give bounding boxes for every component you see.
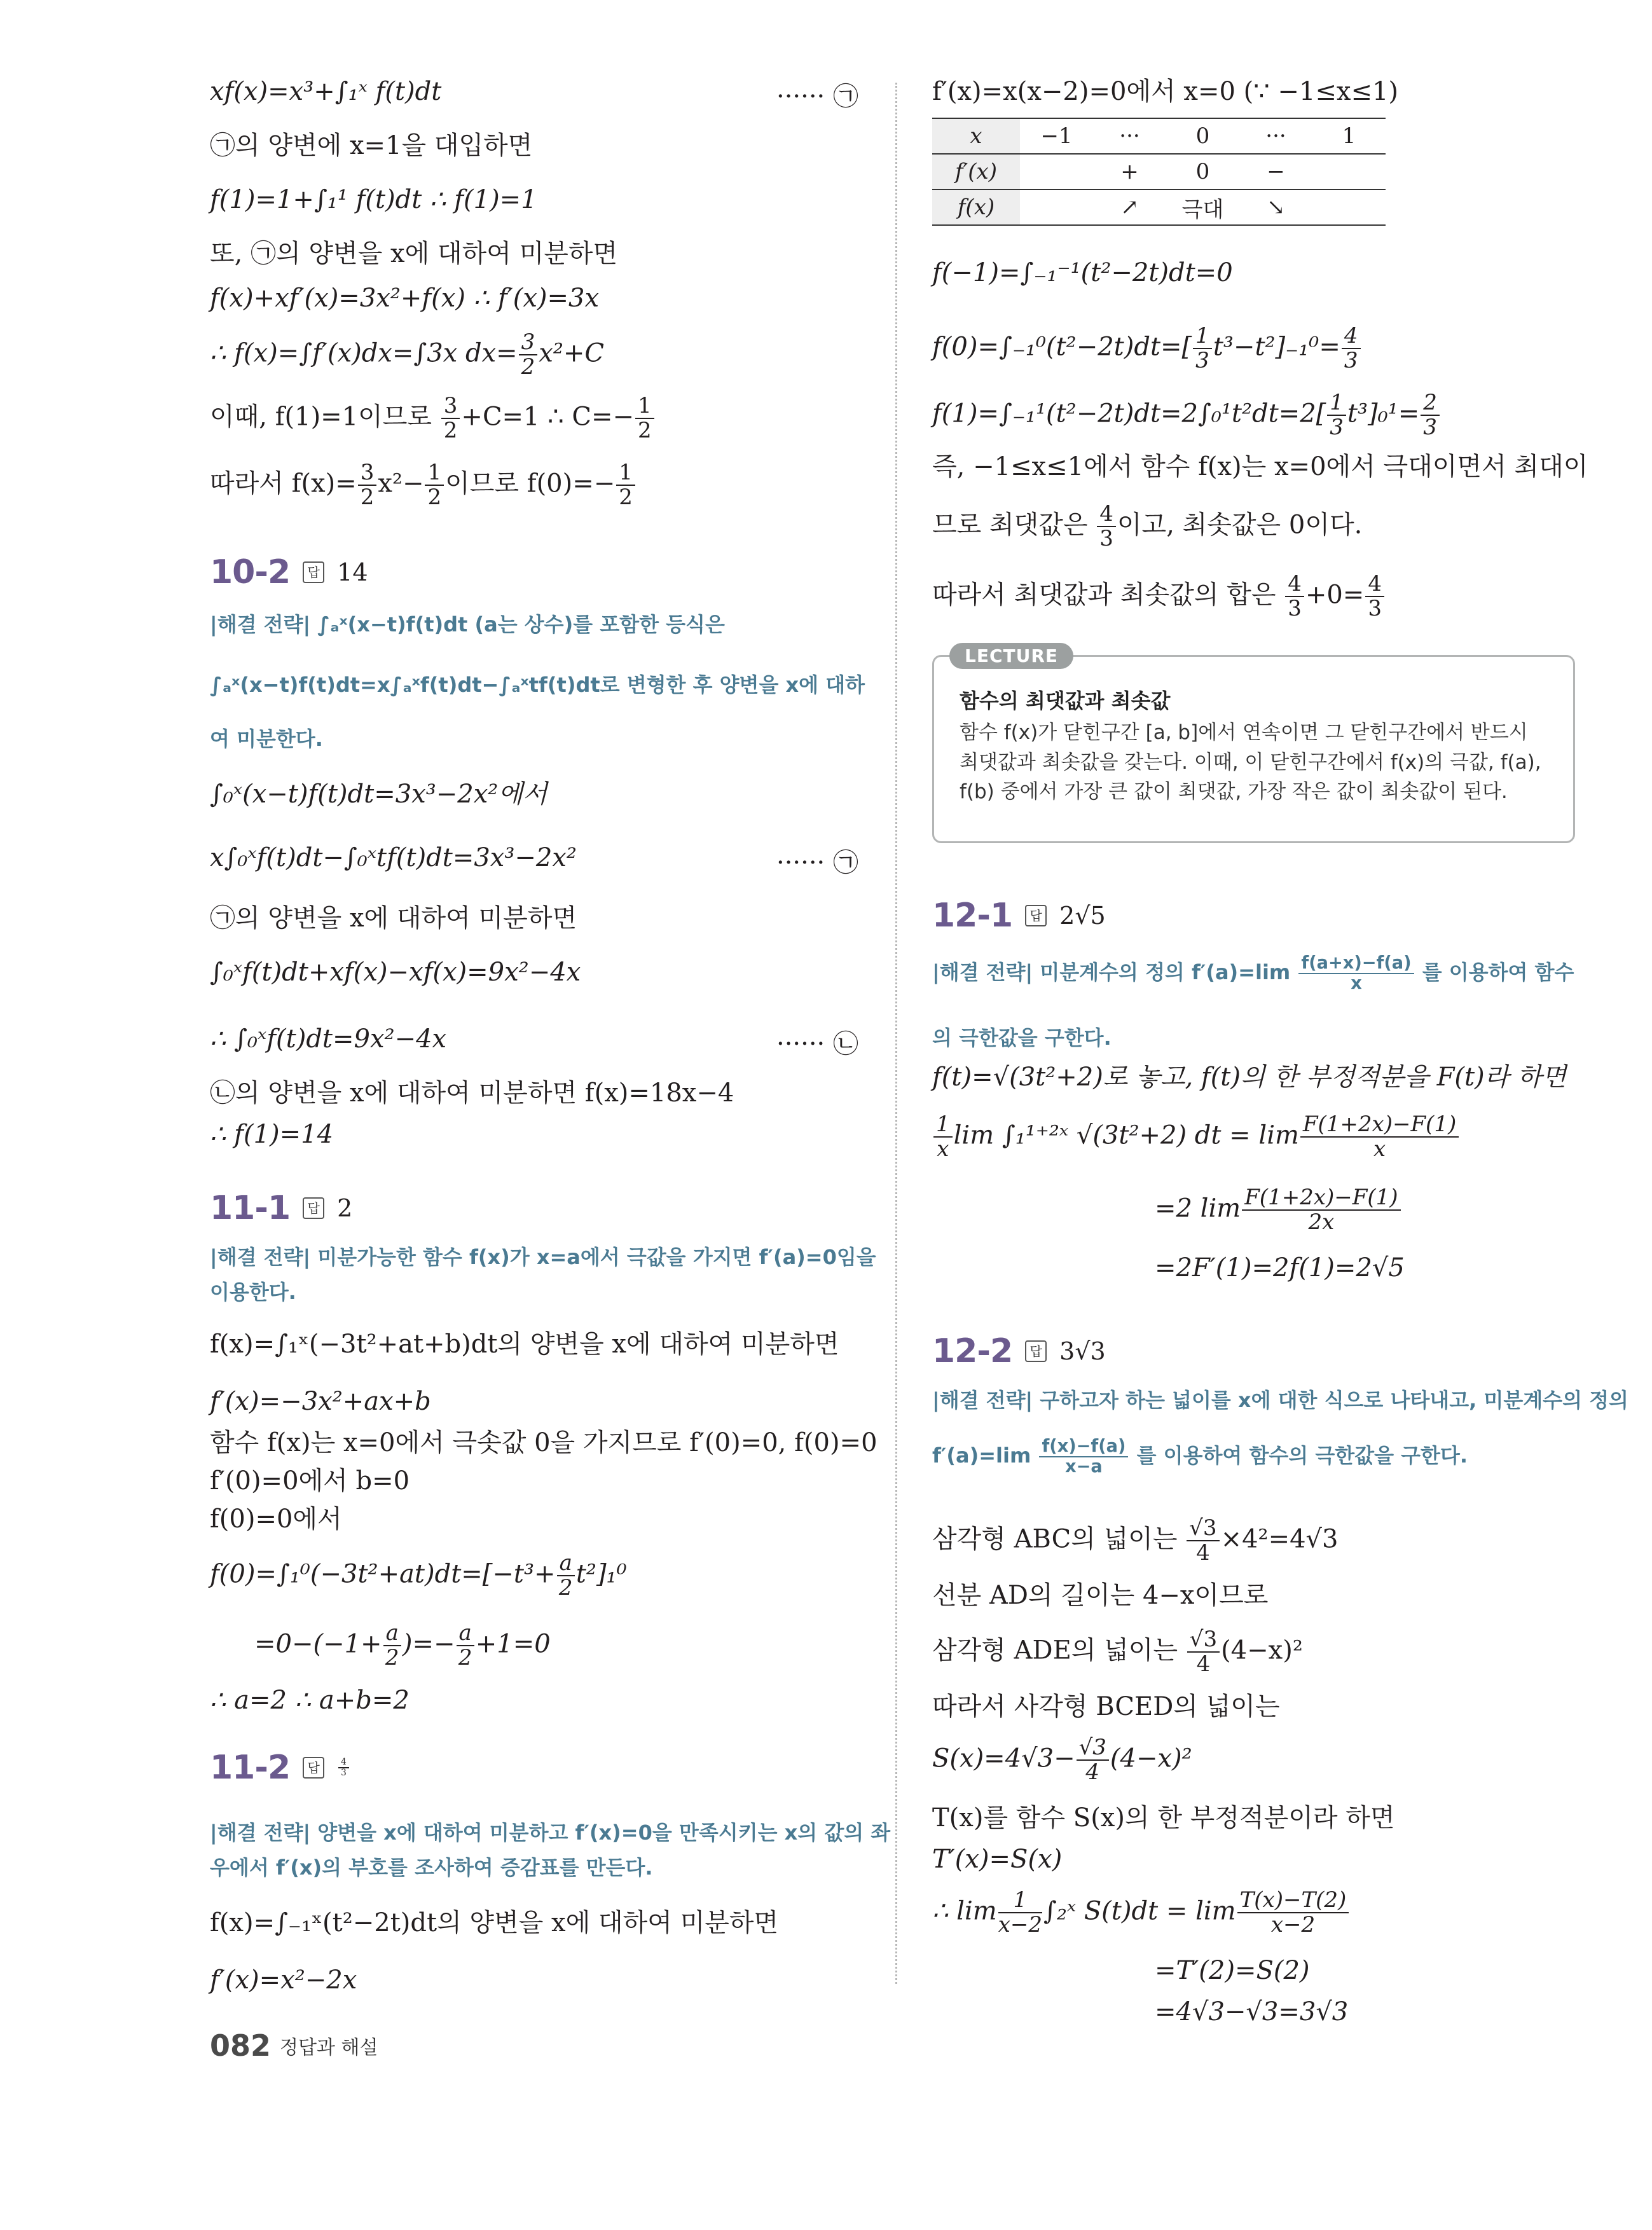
table-cell: f′(x) bbox=[932, 154, 1020, 189]
table-cell: 극대 bbox=[1166, 189, 1239, 225]
eq-line: xf(x)=x³+∫₁ˣ f(t)dt bbox=[210, 77, 442, 106]
table-cell: − bbox=[1239, 154, 1312, 189]
eq-line: ∴ a=2 ∴ a+b=2 bbox=[210, 1686, 410, 1715]
eq-line: f(−1)=∫₋₁⁻¹(t²−2t)dt=0 bbox=[932, 258, 1233, 287]
text-line: 즉, −1≤x≤1에서 함수 f(x)는 x=0에서 극대이면서 최대이 bbox=[932, 452, 1588, 481]
text-line: 따라서 f(x)= $\frac{3}{2}$ x²− $\frac{1}{2}$ 이므로 f(0)=− $\frac{1}{2}$ bbox=[210, 461, 637, 510]
section-number: 10-2 bbox=[210, 553, 291, 591]
text-line: f(0)=0에서 bbox=[210, 1504, 342, 1534]
strategy-line: 여 미분한다. bbox=[210, 727, 323, 751]
eq-line: f′(x)=x(x−2)=0에서 x=0 (∵ −1≤x≤1) bbox=[932, 77, 1399, 106]
strategy-line: |해결 전략| 양변을 x에 대하여 미분하고 f′(x)=0을 만족시키는 x의 값의 좌 bbox=[210, 1820, 891, 1845]
answer-icon: 답 bbox=[303, 1757, 324, 1779]
section-11-2-header bbox=[210, 1749, 350, 1787]
table-cell: 1 bbox=[1312, 118, 1386, 154]
section-number: 11-1 bbox=[210, 1189, 291, 1227]
lecture-title: 함수의 최댓값과 최솟값 bbox=[960, 689, 1171, 713]
text-line: 삼각형 ABC의 넓이는 $\frac{√3}{4}$ ×4²=4√3 bbox=[932, 1515, 1339, 1566]
marker-2: ······ ㉡ bbox=[776, 1029, 858, 1059]
table-cell bbox=[1312, 189, 1386, 225]
text-line: f(x)=∫₁ˣ(−3t²+at+b)dt의 양변을 x에 대하여 미분하면 bbox=[210, 1330, 839, 1359]
answer-icon: 답 bbox=[1025, 1340, 1047, 1362]
answer-value: 14 bbox=[337, 558, 368, 586]
text-line: ㉠의 양변을 x에 대하여 미분하면 bbox=[210, 904, 577, 933]
table-row bbox=[932, 118, 1386, 154]
table-cell: ··· bbox=[1093, 118, 1166, 154]
table-cell: ↗ bbox=[1093, 189, 1166, 225]
strategy-line: 의 극한값을 구한다. bbox=[932, 1026, 1112, 1050]
marker-1: ······ ㉠ bbox=[776, 82, 858, 111]
eq-line: f(1)=1+∫₁¹ f(t)dt ∴ f(1)=1 bbox=[210, 185, 537, 214]
text-line: 함수 f(x)는 x=0에서 극솟값 0을 가지므로 f′(0)=0, f(0)=0 bbox=[210, 1428, 878, 1457]
text-line: ㉡의 양변을 x에 대하여 미분하면 f(x)=18x−4 bbox=[210, 1078, 734, 1108]
eq-line: ∫₀ˣf(t)dt+xf(x)−xf(x)=9x²−4x bbox=[210, 958, 581, 987]
text-line: f′(0)=0에서 b=0 bbox=[210, 1466, 410, 1496]
section-number: 12-2 bbox=[932, 1332, 1013, 1370]
answer-icon: 답 bbox=[303, 561, 324, 583]
eq-line: =T′(2)=S(2) bbox=[1155, 1956, 1310, 1985]
eq-line: ∴ f(1)=14 bbox=[210, 1120, 334, 1149]
table-cell: 0 bbox=[1166, 118, 1239, 154]
strategy-line: ∫ₐˣ(x−t)f(t)dt=x∫ₐˣf(t)dt−∫ₐˣtf(t)dt로 변형한 후 양변을 x에 대하 bbox=[210, 673, 865, 697]
table-cell bbox=[1020, 154, 1093, 189]
footer-label: 정답과 해설 bbox=[280, 2037, 378, 2059]
answer-icon: 답 bbox=[303, 1197, 324, 1219]
table-cell: + bbox=[1093, 154, 1166, 189]
eq-line: =0−(−1+ $\frac{a}{2}$ )=− $\frac{a}{2}$ +1=0 bbox=[254, 1620, 551, 1671]
table-cell: x bbox=[932, 118, 1020, 154]
eq-line: T′(x)=S(x) bbox=[932, 1845, 1063, 1874]
column-divider bbox=[895, 83, 897, 1984]
text-line: 따라서 최댓값과 최솟값의 합은 $\frac{4}{3}$ +0= $\frac{4}{3}$ bbox=[932, 572, 1386, 621]
eq-line: =2F′(1)=2f(1)=2√5 bbox=[1155, 1253, 1405, 1283]
strategy-line: |해결 전략| 미분가능한 함수 f(x)가 x=a에서 극값을 가지면 f′(a)=0임을 bbox=[210, 1245, 876, 1269]
strategy-line: |해결 전략| ∫ₐˣ(x−t)f(t)dt (a는 상수)를 포함한 등식은 bbox=[210, 612, 725, 637]
eq-line: f(0)=∫₁⁰(−3t²+at)dt=[−t³+ $\frac{a}{2}$ t²]₁⁰ bbox=[210, 1550, 627, 1601]
section-number: 11-2 bbox=[210, 1749, 291, 1787]
eq-line: ∴ lim $\frac{1}{x-2}$ ∫₂ˣ S(t)dt = lim $\frac{T(x)-T(2)}{x-2}$ bbox=[932, 1889, 1350, 1937]
strategy-line: |해결 전략| 미분계수의 정의 f′(a)=lim $\frac{f(a+x)-f(a)}{x}$ 를 이용하여 함수 bbox=[932, 953, 1574, 993]
text-line: T(x)를 함수 S(x)의 한 부정적분이라 하면 bbox=[932, 1803, 1395, 1833]
table-cell bbox=[1020, 189, 1093, 225]
text-line: 삼각형 ADE의 넓이는 $\frac{√3}{4}$ (4−x)² bbox=[932, 1627, 1303, 1677]
eq-line: f′(x)=−3x²+ax+b bbox=[210, 1387, 431, 1416]
table-cell: ↘ bbox=[1239, 189, 1312, 225]
eq-line: $\frac{1}{x}$ lim ∫₁¹⁺²ˣ √(3t²+2) dt = lim $\frac{F(1+2x)-F(1)}{x}$ bbox=[932, 1113, 1460, 1162]
eq-line: f′(x)=x²−2x bbox=[210, 1965, 357, 1995]
section-10-2-header bbox=[210, 553, 368, 591]
strategy-line: 이용한다. bbox=[210, 1280, 296, 1304]
lecture-box bbox=[932, 645, 1575, 843]
section-12-1-header bbox=[932, 897, 1106, 935]
section-12-2-header bbox=[932, 1332, 1106, 1370]
eq-line: f(t)=√(3t²+2)로 놓고, f(t)의 한 부정적분을 F(t)라 하면 bbox=[932, 1063, 1567, 1092]
eq-line: f(0)=∫₋₁⁰(t²−2t)dt=[ $\frac{1}{3}$ t³−t²]₋₁⁰= $\frac{4}{3}$ bbox=[932, 324, 1362, 373]
eq-line: x∫₀ˣf(t)dt−∫₀ˣtf(t)dt=3x³−2x² bbox=[210, 843, 577, 872]
answer-value: 3√3 bbox=[1059, 1337, 1106, 1365]
marker-1: ······ ㉠ bbox=[776, 848, 858, 878]
eq-line: =2 lim $\frac{F(1+2x)-F(1)}{2x}$ bbox=[1155, 1186, 1402, 1235]
section-number: 12-1 bbox=[932, 897, 1013, 935]
eq-line: f(x)+xf′(x)=3x²+f(x) ∴ f′(x)=3x bbox=[210, 284, 600, 313]
eq-line: ∴ ∫₀ˣf(t)dt=9x²−4x bbox=[210, 1024, 447, 1054]
table-row bbox=[932, 189, 1386, 225]
eq-line: S(x)=4√3− $\frac{√3}{4}$ (4−x)² bbox=[932, 1735, 1192, 1786]
page-number: 082 bbox=[210, 2028, 272, 2063]
text-line: 선분 AD의 길이는 4−x이므로 bbox=[932, 1581, 1269, 1610]
answer-value: 2√5 bbox=[1059, 902, 1106, 930]
strategy-line: |해결 전략| 구하고자 하는 넓이를 x에 대한 식으로 나타내고, 미분계수의 정의 bbox=[932, 1388, 1628, 1412]
table-cell: 0 bbox=[1166, 154, 1239, 189]
strategy-line: f′(a)=lim $\frac{f(x)-f(a)}{x-a}$ 를 이용하여 함수의 극한값을 구한다. bbox=[932, 1436, 1468, 1476]
text-line: 또, ㉠의 양변을 x에 대하여 미분하면 bbox=[210, 239, 618, 268]
table-cell: f(x) bbox=[932, 189, 1020, 225]
answer-value: 2 bbox=[337, 1194, 353, 1222]
text-line: f(x)=∫₋₁ˣ(t²−2t)dt의 양변을 x에 대하여 미분하면 bbox=[210, 1908, 779, 1937]
table-cell: ··· bbox=[1239, 118, 1312, 154]
lecture-body: 함수 f(x)가 닫힌구간 [a, b]에서 연속이면 그 닫힌구간에서 반드시 최댓값과 최솟값을 갖는다. 이때, 이 닫힌구간에서 f(x)의 극값, f(a), f(b) 중에서 가장 큰 값이 최댓값, 가장 작은 값이 최솟값이 된다. bbox=[960, 721, 1541, 803]
text-line: ㉠의 양변에 x=1을 대입하면 bbox=[210, 131, 533, 160]
table-cell bbox=[1312, 154, 1386, 189]
eq-line: f(1)=∫₋₁¹(t²−2t)dt=2∫₀¹t²dt=2[ $\frac{1}{3}$ t³]₀¹= $\frac{2}{3}$ bbox=[932, 391, 1441, 440]
increase-decrease-table bbox=[932, 118, 1386, 226]
strategy-line: 우에서 f′(x)의 부호를 조사하여 증감표를 만든다. bbox=[210, 1855, 653, 1880]
eq-line: ∫₀ˣ(x−t)f(t)dt=3x³−2x²에서 bbox=[210, 780, 547, 809]
table-row bbox=[932, 154, 1386, 189]
page-footer bbox=[210, 2028, 378, 2063]
answer-value: $\frac{4}{3}$ bbox=[338, 1758, 349, 1778]
lecture-tag: LECTURE bbox=[949, 643, 1073, 669]
eq-line: ∴ f(x)=∫f′(x)dx=∫3x dx= $\frac{3}{2}$ x²+C bbox=[210, 329, 605, 380]
table-cell: −1 bbox=[1020, 118, 1093, 154]
text-line: 므로 최댓값은 $\frac{4}{3}$ 이고, 최솟값은 0이다. bbox=[932, 501, 1363, 552]
text-line: 이때, f(1)=1이므로 $\frac{3}{2}$ +C=1 ∴ C=− $\frac{1}{2}$ bbox=[210, 394, 656, 443]
section-11-1-header bbox=[210, 1189, 352, 1227]
text-line: 따라서 사각형 BCED의 넓이는 bbox=[932, 1692, 1280, 1721]
eq-line: =4√3−√3=3√3 bbox=[1155, 1997, 1349, 2027]
answer-icon: 답 bbox=[1025, 905, 1047, 926]
